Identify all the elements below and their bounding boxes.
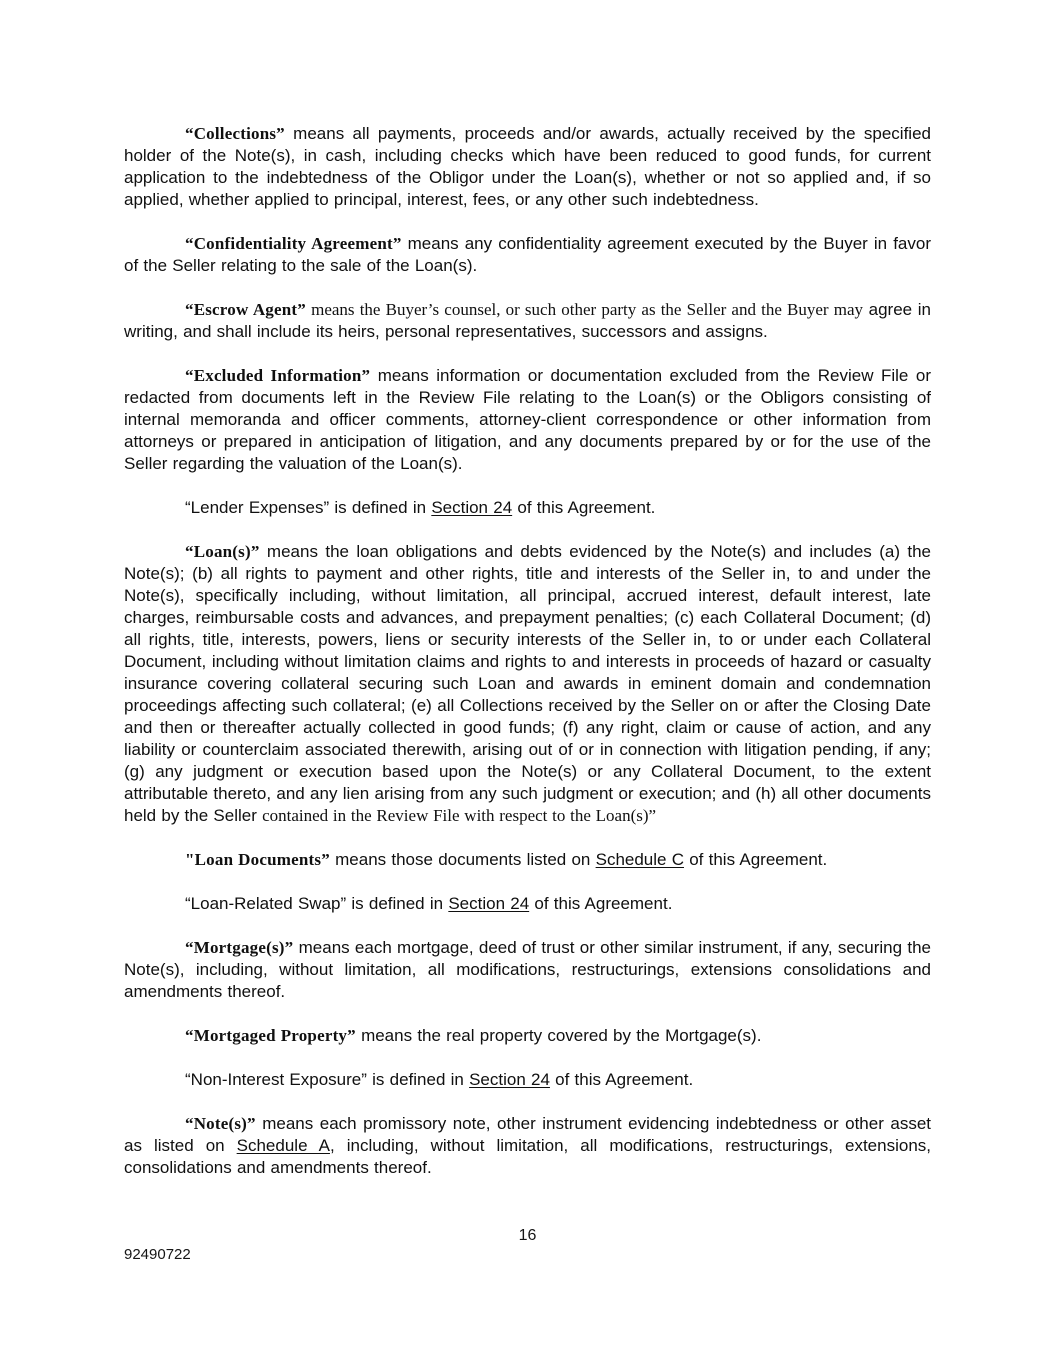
paragraph [124,541,931,827]
text-run: “Non-Interest Exposure” is defined in [185,1070,470,1089]
document-control-number: 92490722 [124,1246,191,1263]
text-run: of this Agreement. [684,850,828,869]
text-run: means information or documentation excluded from the Review File or redacted from documents left in the Review File relating to the Loan(s) or the Obligors consisting of internal memoranda and officer comments, attorney-client correspondence or other information from attorneys or prepared in anticipation of litigation, and any documents prepared by or for the use of the Seller regarding the valuation of the Loan(s). [124,366,931,473]
cross-reference: Section 24 [448,894,530,913]
cross-reference: Section 24 [431,498,513,517]
paragraph [124,365,931,475]
paragraph [124,299,931,343]
paragraph [124,1025,931,1047]
text-run: means the real property covered by the Mortgage(s). [355,1026,762,1045]
defined-term: “Mortgaged Property” [185,1026,356,1045]
text-run: means each mortgage, deed of trust or other similar instrument, if any, securing the Note(s), including, without limitation, all modifications, restructurings, extensions consolidations and amendments thereof. [124,938,931,1001]
defined-term: “Excluded Information” [185,366,371,385]
text-run: of this Agreement. [512,498,656,517]
text-run: agree in writing, and shall include its heirs, personal representatives, successors and assigns. [124,300,931,341]
paragraph [124,497,931,519]
text-run: contained in the Review File with respect to the Loan(s)” [262,806,657,825]
text-run: of this Agreement. [529,894,673,913]
cross-reference: Section 24 [469,1070,550,1089]
text-run: “Lender Expenses” is defined in [185,498,432,517]
text-run: means those documents listed on [329,850,596,869]
defined-term: “Note(s)” [185,1114,256,1133]
defined-term: “Escrow Agent” [185,300,306,319]
text-run: means each promissory note, other instrument evidencing indebtedness or other asset as listed on [124,1114,931,1155]
text-run: of this Agreement. [549,1070,694,1089]
text-run: means any confidentiality agreement executed by the Buyer in favor of the Seller relating to the sale of the Loan(s). [124,234,932,275]
paragraph [124,849,931,871]
text-run: , including, without limitation, all modifications, restructurings, extensions, consolidations and amendments thereof. [124,1136,932,1177]
text-run: means the Buyer’s counsel, or such other party as the Seller and the Buyer may [305,300,864,319]
paragraph [124,1069,931,1091]
paragraph [124,1113,931,1179]
paragraph [124,233,931,277]
text-run: means all payments, proceeds and/or awards, actually received by the specified holder of the Note(s), in cash, including checks which have been reduced to good funds, for current application to the indebtedness of the Obligor under the Loan(s), whether or not so applied and, if so applied, whether applied to principal, interest, fees, or any other such indebtedness. [124,124,931,209]
text-run: “Loan-Related Swap” is defined in [185,894,449,913]
defined-term: "Loan Documents” [185,850,330,869]
text-run: means the loan obligations and debts evidenced by the Note(s) and includes (a) the Note(s); (b) all rights to payment and other rights, title and interests of the Seller in, to and under the Note(s), specifically including, without limitation, all principal, accrued interest, default interest, late charges, reimbursable costs and advances, and prepayment penalties; (c) each Collateral Document; (d) all rights, title, interests, powers, liens or security interests of the Seller in, to or under each Collateral Document, including without limitation claims and rights to and interests in proceeds of hazard or casualty insurance covering collateral securing such Loan and awards in eminent domain and condemnation proceedings affecting such collateral; (e) all Collections received by the Seller on or after the Closing Date and then or thereafter actually collected in good funds; (f) any right, claim or cause of action, and any liability or counterclaim associated therewith, arising out of or in connection with litigation pending, if any; (g) any judgment or execution based upon the Note(s) or any Collateral Document, to the extent attributable thereto, and any lien arising from any such judgment or execution; and (h) all other documents held by the Seller [124,542,931,825]
defined-term: “Loan(s)” [185,542,260,561]
defined-term: “Collections” [185,124,285,143]
paragraph [124,893,931,915]
paragraph [124,123,931,211]
cross-reference: Schedule A [236,1136,330,1155]
page-number: 16 [518,1227,537,1244]
paragraphs [124,123,931,1179]
paragraph [124,937,931,1003]
defined-term: “Confidentiality Agreement” [185,234,402,253]
cross-reference: Schedule C [595,850,684,869]
document-body [124,123,931,1179]
defined-term: “Mortgage(s)” [185,938,294,957]
